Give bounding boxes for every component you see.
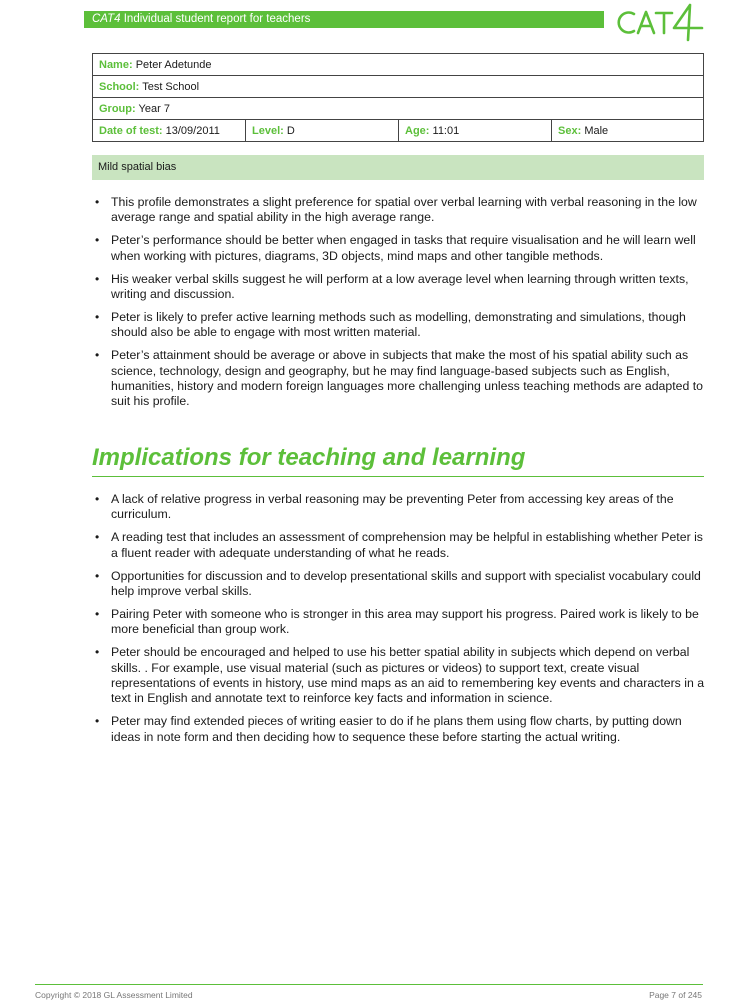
list-item xyxy=(92,310,708,341)
bullet-text: Peter may find extended pieces of writing easier to do if he plans them using flow charts, by putting down ideas in note form and then deciding how to sequence these before starting the actual writing. xyxy=(111,714,682,744)
sex-value: Male xyxy=(584,124,609,137)
school-cell xyxy=(93,76,704,98)
profile-bullet-list xyxy=(92,195,708,417)
list-item xyxy=(92,645,708,707)
header-brand: CAT4 xyxy=(92,13,121,25)
age-value: 11:01 xyxy=(432,124,460,137)
sex-label: Sex: xyxy=(558,124,582,137)
list-item xyxy=(92,530,708,561)
list-item xyxy=(92,272,708,303)
bullet-text: Opportunities for discussion and to develop presentational skills and support with specialist vocabulary could help improve verbal skills. xyxy=(111,568,701,599)
list-item xyxy=(92,233,708,264)
age-cell xyxy=(399,120,552,142)
bullet-text: A lack of relative progress in verbal reasoning may be preventing Peter from accessing key areas of the curriculum. xyxy=(111,492,674,522)
bullet-text: Peter should be encouraged and helped to use his better spatial ability in subjects which depend on verbal skills. . For example, use visual material (such as pictures or videos) to support text, create visual representations of events in history, use mind maps as an aid to remembering key events and characters in a text in English and annotate text to reinforce key facts and information in science. xyxy=(111,645,705,706)
school-label: School: xyxy=(99,80,140,93)
level-cell xyxy=(246,120,399,142)
bullet-icon: • xyxy=(95,309,100,324)
name-cell xyxy=(93,54,704,76)
group-label: Group: xyxy=(99,102,136,115)
list-item xyxy=(92,607,708,638)
group-cell xyxy=(93,98,704,120)
group-value: Year 7 xyxy=(138,102,170,115)
bullet-text: Pairing Peter with someone who is stronger in this area may support his progress. Paired work is likely to be more beneficial than group work. xyxy=(111,606,699,637)
list-item xyxy=(92,195,708,226)
footer-copyright: Copyright © 2018 GL Assessment Limited xyxy=(35,990,193,1000)
date-value: 13/09/2011 xyxy=(165,124,220,137)
bullet-icon: • xyxy=(95,568,100,583)
student-info-table xyxy=(92,53,704,142)
list-item xyxy=(92,348,708,410)
cat4-logo xyxy=(612,2,708,42)
bullet-text: Peter’s attainment should be average or above in subjects that make the most of his spatial ability such as science, technology, design and geography, but he may find language-based subjects such as English, humanities, history and modern foreign languages more challenging unless teaching methods are adapted to suit his profile. xyxy=(111,348,703,409)
bullet-icon: • xyxy=(95,530,100,545)
bullet-text: Peter is likely to prefer active learning methods such as modelling, demonstrating and simulations, though should also be able to engage with most written material. xyxy=(111,309,686,340)
bullet-icon: • xyxy=(95,645,100,660)
bullet-icon: • xyxy=(95,606,100,621)
date-label: Date of test: xyxy=(99,124,163,137)
bullet-icon: • xyxy=(95,492,100,506)
bullet-text: A reading test that includes an assessment of comprehension may be helpful in establishing whether Peter is a fluent reader with adequate understanding of what he reads. xyxy=(111,530,703,560)
sex-cell xyxy=(552,120,704,142)
level-value: D xyxy=(286,124,295,137)
header-title: Individual student report for teachers xyxy=(120,13,311,25)
report-header-bar xyxy=(84,11,604,28)
level-label: Level: xyxy=(252,124,284,137)
name-value: Peter Adetunde xyxy=(135,58,212,71)
date-cell xyxy=(93,120,246,142)
section-heading: Implications for teaching and learning xyxy=(92,443,704,477)
list-item xyxy=(92,569,708,600)
bullet-icon: • xyxy=(95,271,100,286)
profile-bias-bar: Mild spatial bias xyxy=(92,155,704,180)
bullet-icon: • xyxy=(95,714,100,729)
age-label: Age: xyxy=(405,124,430,137)
implications-bullet-list xyxy=(92,492,708,753)
name-label: Name: xyxy=(99,58,133,71)
list-item xyxy=(92,492,708,523)
bullet-text: His weaker verbal skills suggest he will perform at a low average level when learning through written texts, writing and discussion. xyxy=(111,271,689,302)
bullet-text: This profile demonstrates a slight preference for spatial over verbal learning with verbal reasoning in the low average range and spatial ability in the high average range. xyxy=(111,195,697,225)
bullet-text: Peter’s performance should be better when engaged in tasks that require visualisation and he will learn well when working with pictures, diagrams, 3D objects, mind maps and other tangible methods. xyxy=(111,233,696,263)
footer-page-number: Page 7 of 245 xyxy=(649,990,702,1000)
bullet-icon: • xyxy=(95,195,100,209)
bullet-icon: • xyxy=(95,348,100,363)
list-item xyxy=(92,714,708,745)
footer-divider xyxy=(35,984,703,985)
school-value: Test School xyxy=(142,80,200,93)
bullet-icon: • xyxy=(95,233,100,248)
